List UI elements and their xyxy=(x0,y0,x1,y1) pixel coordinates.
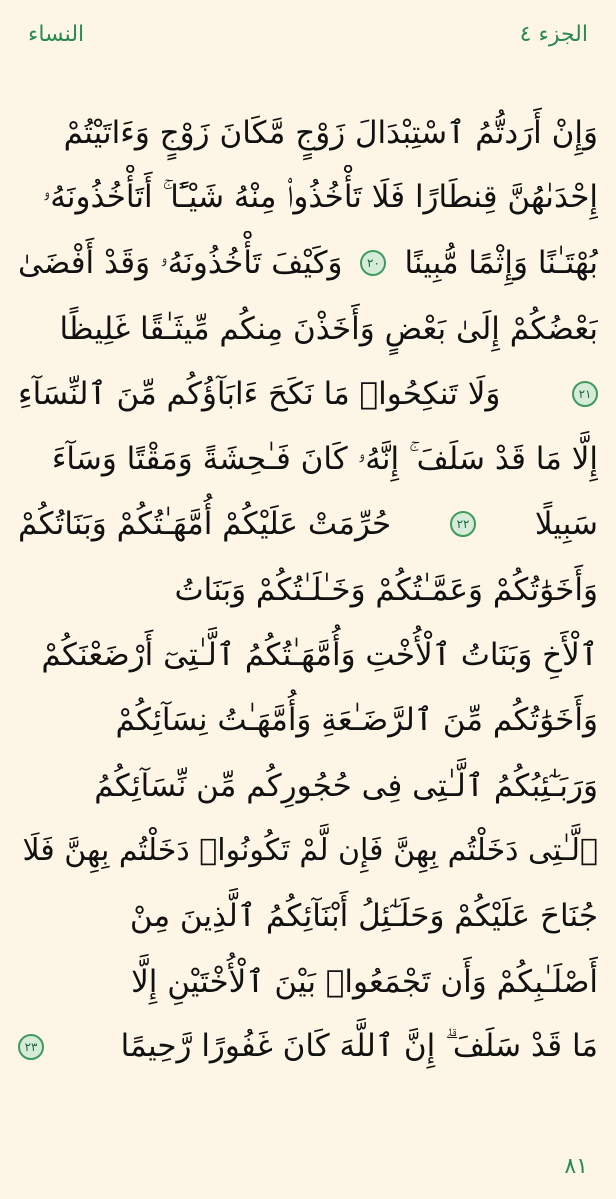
line-text: سَبِيلًا xyxy=(534,506,598,543)
line-text: وَأَخَوَٰتُكُمْ وَعَمَّـٰتُكُمْ وَخَـٰلَـٰتُكُمْ وَبَنَاتُ xyxy=(174,571,598,608)
line-text: ٱلَّـٰتِى دَخَلْتُم بِهِنَّ فَإِن لَّمْ تَكُونُوا۟ دَخَلْتُم بِهِنَّ فَلَا xyxy=(22,833,598,869)
page-header xyxy=(28,22,588,62)
text-line xyxy=(18,100,598,165)
line-text: مَا قَدْ سَلَفَ ۗ إِنَّ ٱللَّهَ كَانَ غَفُورًا رَّحِيمًا xyxy=(120,1028,598,1065)
line-text: وَأَخَوَٰتُكُم مِّنَ ٱلرَّضَـٰعَةِ وَأُمَّهَـٰتُ نِسَآئِكُمْ xyxy=(115,702,598,739)
surah-name: النساء xyxy=(28,22,85,47)
text-line xyxy=(18,949,598,1014)
line-text: إِلَّا مَا قَدْ سَلَفَ ۚ إِنَّهُۥ كَانَ فَـٰحِشَةً وَمَقْتًا وَسَآءَ xyxy=(51,440,598,477)
line-text: بَعْضُكُمْ إِلَىٰ بَعْضٍ وَأَخَذْنَ مِنكُم مِّيثَـٰقًا غَلِيظًا xyxy=(59,310,598,347)
line-text: جُنَاحَ عَلَيْكُمْ وَحَلَـٰٓئِلُ أَبْنَآئِكُمُ ٱلَّذِينَ مِنْ xyxy=(129,898,598,935)
page-number: ٨١ xyxy=(564,1154,588,1179)
text-line xyxy=(18,884,598,949)
line-text: وَإِنْ أَرَدتُّمُ ٱسْتِبْدَالَ زَوْجٍ مَّكَانَ زَوْجٍ وَءَاتَيْتُمْ xyxy=(63,114,598,151)
text-line xyxy=(18,165,598,230)
ayah-number-marker: ٢٠ xyxy=(360,250,386,276)
line-text: وَلَا تَنكِحُوا۟ مَا نَكَحَ ءَابَآؤُكُم مِّنَ ٱلنِّسَآءِ xyxy=(18,375,501,412)
text-line xyxy=(18,622,598,687)
verse-text-block xyxy=(18,100,598,1079)
line-text: وَكَيْفَ تَأْخُذُونَهُۥ وَقَدْ أَفْضَىٰ xyxy=(18,244,343,281)
juz-label: الجزء ٤ xyxy=(519,22,588,47)
ayah-number-marker: ٢٣ xyxy=(18,1034,44,1060)
ayah-number-marker: ٢٢ xyxy=(450,511,476,537)
text-line xyxy=(18,492,598,557)
text-line xyxy=(18,557,598,622)
ayah-number-marker: ٢١ xyxy=(572,381,598,407)
line-text: بُهْتَـٰنًا وَإِثْمًا مُّبِينًا xyxy=(404,245,598,282)
text-line xyxy=(18,688,598,753)
line-text: وَرَبَـٰٓئِبُكُمُ ٱلَّـٰتِى فِى حُجُورِكُم مِّن نِّسَآئِكُمُ xyxy=(94,767,598,804)
line-text: إِحْدَىٰهُنَّ قِنطَارًا فَلَا تَأْخُذُوا۟ مِنْهُ شَيْـًٔا ۚ أَتَأْخُذُونَهُۥ xyxy=(42,179,598,216)
text-line xyxy=(18,361,598,426)
text-line xyxy=(18,231,598,296)
text-line xyxy=(18,753,598,818)
text-line xyxy=(18,1014,598,1079)
line-text: أَصْلَـٰبِكُمْ وَأَن تَجْمَعُوا۟ بَيْنَ ٱلْأُخْتَيْنِ إِلَّا xyxy=(131,963,598,1000)
text-line xyxy=(18,818,598,883)
line-text: ٱلْأَخِ وَبَنَاتُ ٱلْأُخْتِ وَأُمَّهَـٰتُكُمُ ٱلَّـٰتِىٓ أَرْضَعْنَكُمْ xyxy=(41,637,598,674)
text-line xyxy=(18,426,598,491)
text-line xyxy=(18,296,598,361)
line-text: حُرِّمَتْ عَلَيْكُمْ أُمَّهَـٰتُكُمْ وَبَنَاتُكُمْ xyxy=(18,506,392,543)
